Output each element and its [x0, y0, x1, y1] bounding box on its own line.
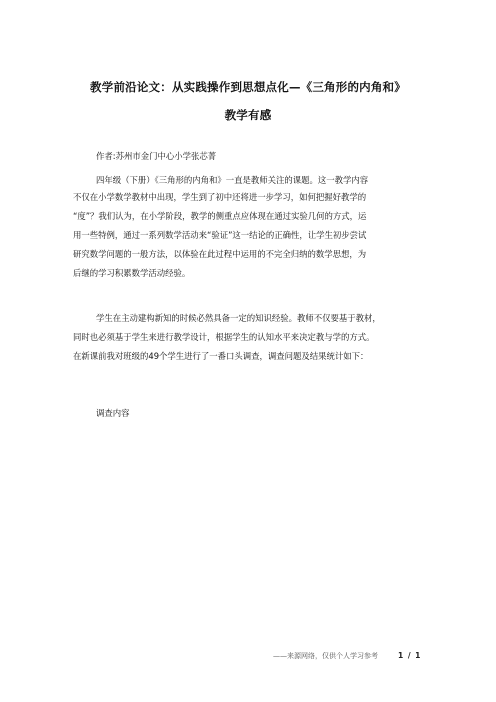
paragraph-1-line-5: 研究数学问题的一般方法，以体验在此过程中运用的不完全归纳的数学思想，为 [73, 249, 367, 259]
paragraph-1-line-1: 四年级（下册）《三角形的内角和》一直是教师关注的课题。这一教学内容 [96, 175, 369, 185]
paragraph-2-line-2: 同时也必须基于学生来进行教学设计，根据学生的认知水平来决定教与学的方式。 [73, 332, 375, 342]
document-title-line-1: 教学前沿论文：从实践操作到思想点化—《三角形的内角和》 [90, 80, 406, 94]
survey-label: 调查内容 [96, 408, 130, 418]
author-line: 作者:苏州市金门中心小学张芯菁 [96, 151, 217, 161]
paragraph-1-line-4: 用一些特例，通过一系列数学活动来“验证”这一结论的正确性，让学生初步尝试 [73, 230, 367, 240]
page-number: 1 / 1 [398, 651, 422, 660]
footer-note: ——来源网络，仅供个人学习参考 [273, 652, 378, 660]
paragraph-1-line-2: 不仅在小学数学教材中出现，学生到了初中还将进一步学习，如何把握好教学的 [73, 192, 367, 202]
paragraph-1-line-6: 后继的学习积累数学活动经验。 [73, 268, 191, 278]
paragraph-2-line-3: 在新课前我对班级的49个学生进行了一番口头调查，调查问题及结果统计如下： [73, 351, 369, 361]
paragraph-2-line-1: 学生在主动建构新知的时候必然具备一定的知识经验。教师不仅要基于教材， [96, 313, 381, 323]
document-title-line-2: 教学有感 [224, 108, 272, 122]
paragraph-1-line-3: “度”？我们认为，在小学阶段，教学的侧重点应体现在通过实验几何的方式，运 [73, 211, 367, 221]
